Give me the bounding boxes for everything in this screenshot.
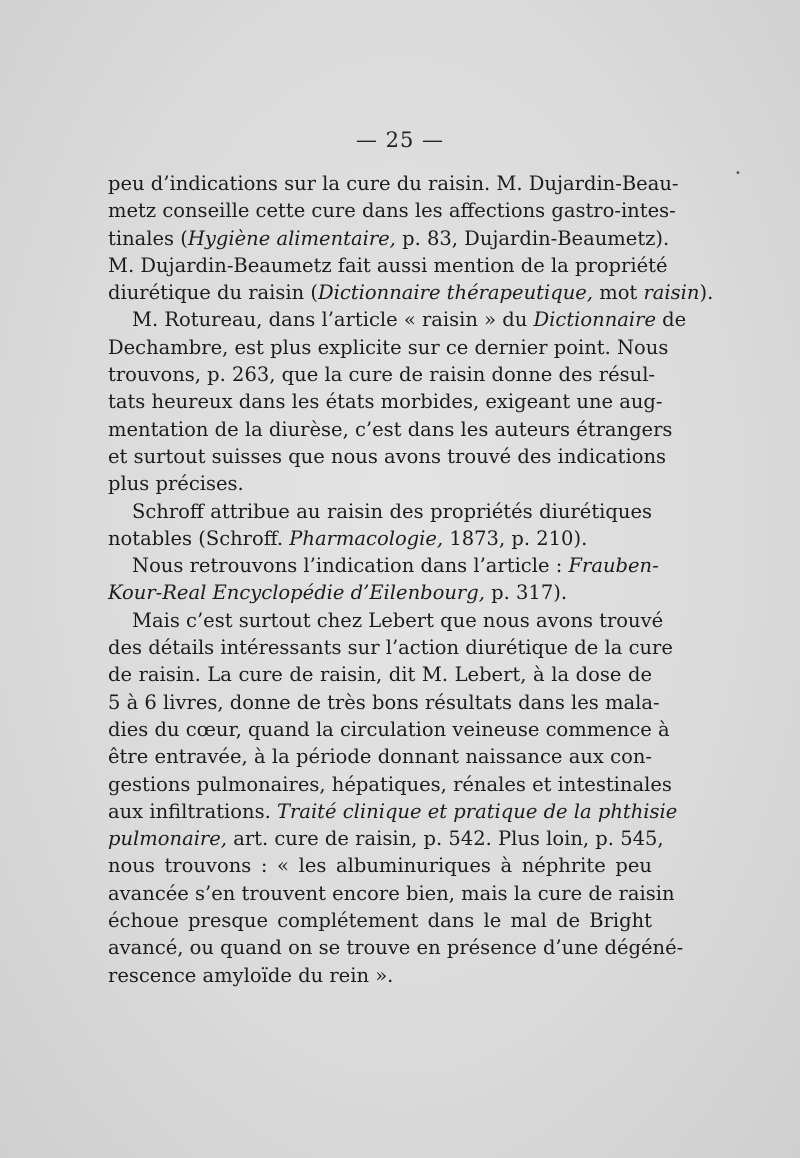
text-run: notables (Schroff. [108,526,290,550]
italic-run: Traité clinique et pratique de la phthisie [276,799,678,823]
text-line [108,661,652,688]
text-line [108,716,670,743]
speck-mark: • [735,168,741,179]
text-run: diurétique du raisin ( [108,281,319,305]
text-run: avancé, ou quand on se trouve en présence d’une dégéné- [108,936,684,960]
text-run: p. 317). [484,581,568,605]
italic-run: Dictionnaire [533,308,656,332]
text-line [108,361,656,388]
text-line [108,197,676,224]
text-run: des détails intéressants sur l’action diurétique de la cure [108,636,673,660]
text-line [108,880,675,907]
text-run: trouvons, p. 263, que la cure de raisin donne des résul- [108,363,656,387]
text-line [108,334,669,361]
text-line [108,416,673,443]
text-line [108,498,652,525]
text-run: Mais c’est surtout chez Lebert que nous avons trouvé [132,608,664,632]
text-run: gestions pulmonaires, hépatiques, rénales et intestinales [108,772,672,796]
text-run: mentation de la diurèse, c’est dans les auteurs étrangers [108,417,673,441]
text-line [108,525,652,552]
text-run: tats heureux dans les états morbides, exigeant une aug- [108,390,663,414]
paragraph [108,607,684,989]
text-line [108,388,663,415]
text-run: de [655,308,687,332]
text-line [108,443,667,470]
text-line [108,934,684,961]
text-line [108,634,673,661]
italic-run: Dictionnaire thérapeutique, [318,281,593,305]
text-run: dies du cœur, quand la circulation veineuse commence à [108,717,670,741]
italic-run: raisin [643,281,700,305]
text-run: de raisin. La cure de raisin, dit M. Lebert, à la dose de [108,663,652,687]
text-run: 5 à 6 livres, donne de très bons résultats dans les mala- [108,690,660,714]
text-run: M. Rotureau, dans l’article « raisin » du [132,308,534,332]
text-line [108,279,714,306]
italic-run: Kour-Real Encyclopédie d’Eilenbourg, [108,581,485,605]
text-line [108,825,664,852]
text-run: avancée s’en trouvent encore bien, mais la cure de raisin [108,881,675,905]
text-run: rescence amyloïde du rein ». [108,963,394,987]
text-run: peu d’indications sur la cure du raisin. M. Dujardin-Beau- [108,172,679,195]
text-run: tinales ( [108,226,188,250]
text-run: p. 83, Dujardin-Beaumetz). [395,226,670,250]
text-run: être entravée, à la période donnant naissance aux con- [108,745,652,769]
text-line [108,306,687,333]
text-run: metz conseille cette cure dans les affections gastro-intes- [108,199,676,223]
text-line [108,962,652,989]
text-run: aux infiltrations. [108,799,277,823]
text-line [108,907,652,934]
text-run: Dechambre, est plus explicite sur ce dernier point. Nous [108,335,669,359]
paragraph [108,498,652,553]
text-line [108,170,679,197]
text-line [108,225,670,252]
body-text [108,170,714,989]
paragraph [108,170,714,306]
text-run: 1873, p. 210). [443,526,588,550]
text-line [108,771,672,798]
text-run: M. Dujardin-Beaumetz fait aussi mention de la propriété [108,253,668,277]
text-line [108,579,652,606]
italic-run: Pharmacologie, [289,526,444,550]
text-line [108,607,664,634]
italic-run: Hygiène alimentaire, [187,226,396,250]
text-run: art. cure de raisin, p. 542. Plus loin, p. 545, [227,827,664,851]
text-line [108,252,668,279]
text-line [108,798,678,825]
text-run: Schroff attribue au raisin des propriétés diurétiques [132,499,652,523]
text-line [108,852,652,879]
text-line [108,689,660,716]
text-line [108,743,652,770]
page-number: — 25 — [355,128,445,152]
text-run: ). [699,281,714,305]
text-run: nous trouvons : « les albuminuriques à néphrite peu [108,854,652,878]
paragraph [108,552,659,607]
text-run: et surtout suisses que nous avons trouvé des indications [108,444,667,468]
text-line [108,470,652,497]
text-line [108,552,659,579]
text-run: Nous retrouvons l’indication dans l’article : [132,554,569,578]
text-run: plus précises. [108,472,244,496]
italic-run: pulmonaire, [108,827,227,851]
text-run: mot [593,281,644,305]
paragraph [108,306,687,497]
text-run: échoue presque complétement dans le mal de Bright [108,909,652,933]
italic-run: Frauben- [568,554,659,578]
